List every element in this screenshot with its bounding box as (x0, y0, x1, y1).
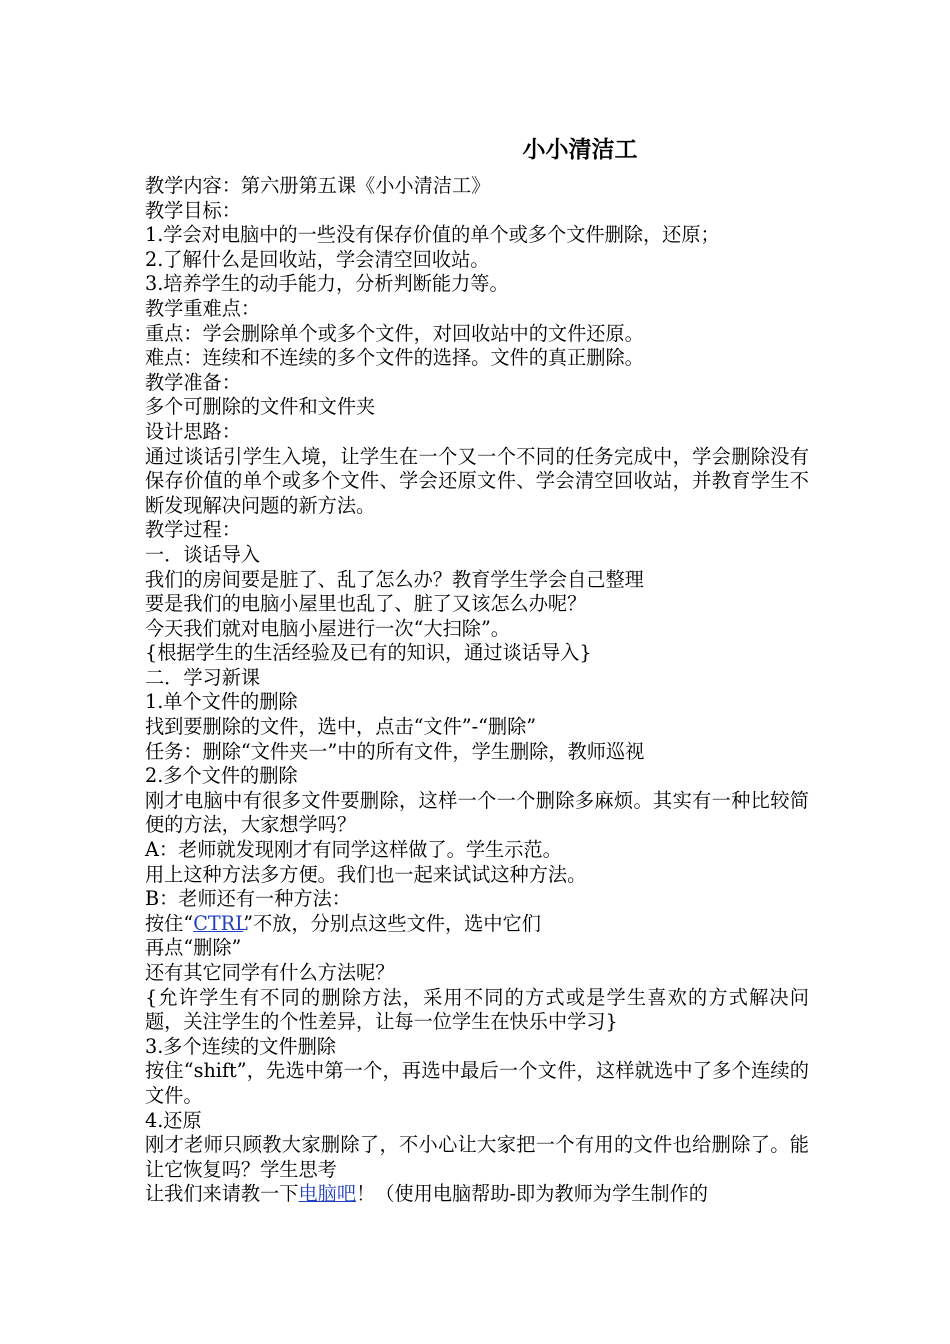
paragraph: 任务：删除“文件夹一”中的所有文件，学生删除，教师巡视 (145, 739, 645, 763)
paragraph: 用上这种方法多方便。我们也一起来试试这种方法。 (145, 862, 587, 886)
paragraph: 找到要删除的文件，选中，点击“文件”-“删除” (145, 715, 537, 739)
paragraph: 3.多个连续的文件删除 (145, 1034, 336, 1058)
text-span: 按住“ (145, 911, 194, 935)
paragraph: 难点：连续和不连续的多个文件的选择。文件的真正删除。 (145, 346, 644, 370)
paragraph: 2.多个文件的删除 (145, 764, 298, 788)
paragraph: 要是我们的电脑小屋里也乱了、脏了又该怎么办呢？ (145, 592, 587, 616)
paragraph: 还有其它同学有什么方法呢？ (145, 961, 395, 984)
text-span: ！（使用电脑帮助-即为教师为学生制作的 (356, 1182, 708, 1206)
paragraph: B：老师还有一种方法： (145, 887, 351, 911)
paragraph: 教学内容：第六册第五课《小小清洁工》 (145, 174, 491, 197)
paragraph: 设计思路： (145, 419, 241, 443)
paragraph: 教学重难点： (145, 296, 261, 320)
paragraph: 教学过程： (145, 518, 241, 542)
paragraph: 我们的房间要是脏了、乱了怎么办？教育学生学会自己整理 (145, 567, 644, 591)
paragraph: 通过谈话引学生入境，让学生在一个又一个不同的任务完成中，学会删除没有保存价值的单个或多个文件、学会还原文件、学会清空回收站，并教育学生不断发现解决问题的新方法。 (145, 444, 809, 517)
paragraph: 4.还原 (145, 1108, 202, 1132)
paragraph: A：老师就发现刚才有同学这样做了。学生示范。 (145, 838, 562, 862)
paragraph: 重点：学会删除单个或多个文件，对回收站中的文件还原。 (145, 321, 644, 345)
paragraph-with-link (145, 1182, 809, 1207)
paragraph: 刚才老师只顾教大家删除了，不小心让大家把一个有用的文件也给删除了。能让它恢复吗？学生思考 (145, 1133, 809, 1181)
text-span: 让我们来请教一下 (145, 1182, 299, 1206)
document-title: 小小清洁工 (522, 137, 638, 163)
paragraph: {允许学生有不同的删除方法，采用不同的方式或是学生喜欢的方式解决问题，关注学生的个性差异，让每一位学生在快乐中学习} (145, 985, 809, 1034)
paragraph-with-link (145, 912, 809, 937)
paragraph: 2.了解什么是回收站，学会清空回收站。 (145, 247, 490, 271)
paragraph: 刚才电脑中有很多文件要删除，这样一个一个删除多麻烦。其实有一种比较简便的方法，大家想学吗？ (145, 788, 809, 837)
paragraph: 1.单个文件的删除 (145, 690, 298, 714)
ctrl-link[interactable]: CTRL (193, 911, 244, 935)
paragraph: 按住“shift”，先选中第一个，再选中最后一个文件，这样就选中了多个连续的文件。 (145, 1059, 809, 1107)
paragraph: 今天我们就对电脑小屋进行一次“大扫除”。 (145, 616, 510, 640)
paragraph: 3.培养学生的动手能力，分析判断能力等。 (145, 272, 509, 296)
paragraph: {根据学生的生活经验及已有的知识，通过谈话导入} (145, 641, 592, 665)
paragraph: 多个可删除的文件和文件夹 (145, 395, 376, 419)
document-body (145, 174, 809, 1207)
computer-help-link[interactable]: 电脑吧 (298, 1182, 357, 1206)
paragraph: 一．谈话导入 (145, 542, 261, 566)
paragraph: 教学目标： (145, 198, 241, 222)
paragraph: 1.学会对电脑中的一些没有保存价值的单个或多个文件删除，还原； (145, 223, 720, 247)
paragraph: 再点“删除” (145, 936, 242, 960)
text-span: ”不放，分别点这些文件，选中它们 (243, 911, 541, 935)
paragraph: 二．学习新课 (145, 665, 261, 689)
paragraph: 教学准备： (145, 370, 241, 394)
